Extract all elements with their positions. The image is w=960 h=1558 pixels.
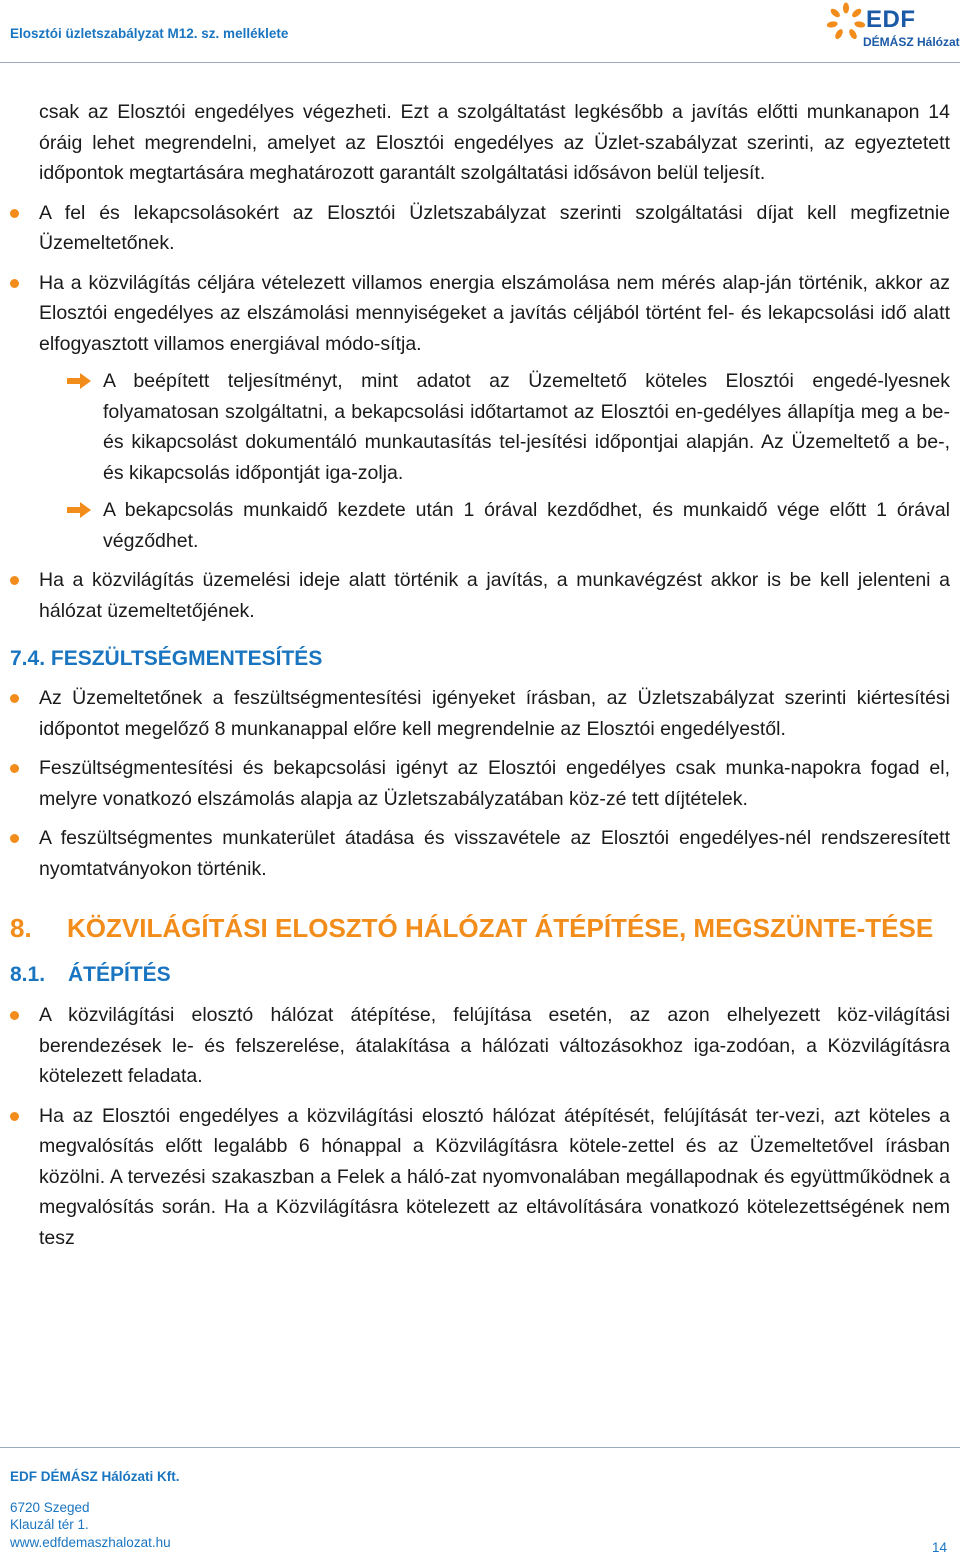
list-item [0,268,960,360]
sub-item-text: A beépített teljesítményt, mint adatot az Üzemeltető köteles Elosztói engedé-lyesnek folyamatosan szolgáltatni, a bekapcsolási időtartamot az Elosztói en-gedélyes állapítja meg a be- és kikapcsolást dokumentáló munkautasítás tel-jesítési időpontjai alapján. Az Üzemeltető a be-, és kikapcsolás időpontját iga-zolja. [103,370,950,484]
logo-subtitle: DÉMÁSZ Hálózat [863,35,960,49]
section-heading-8 [0,910,960,946]
list-item [0,565,960,626]
logo-text: EDF [866,6,916,33]
section-heading-8-1 [0,960,960,990]
section-number: 8.1. [10,963,46,986]
bullet-text: Ha az Elosztói engedélyes a közvilágítási elosztó hálózat átépítését, felújítását ter-vezi, azt köteles a megvalósítás előtt legalább 6 hónappal a Közvilágításra kötele-zettel és az Üzemeltetővel írásban közölni. A tervezési szakaszban a Felek a háló-zat nyomvonalában megállapodnak és együttműködnek a megvalósítás során. Ha a Közvilágításra kötelezett az eltávolítására vonatkozó kötelezettségének nem tesz [39,1104,950,1249]
footer-website[interactable]: www.edfdemaszhalozat.hu [10,1534,171,1550]
bullet-text: Az Üzemeltetőnek a feszültségmentesítési igényeket írásban, az Üzletszabályzat szerinti kiértesítési időpontot megelőző 8 munkanappal előre kell megrendelnie az Elosztói engedélyestől. [39,687,950,740]
arrow-right-icon [65,371,93,391]
bullet-icon [10,576,19,585]
list-item [0,1000,960,1092]
bullet-icon [10,1011,19,1020]
list-item [0,753,960,814]
section-title: ÁTÉPÍTÉS [68,963,171,986]
sub-list-item [0,495,960,556]
list-item [0,198,960,259]
section-heading-7-4: 7.4. FESZÜLTSÉGMENTESÍTÉS [10,647,323,670]
footer-street: Klauzál tér 1. [10,1517,89,1532]
list-item [0,823,960,884]
header-divider [0,62,960,63]
list-item [0,1101,960,1254]
bullet-text: A közvilágítási elosztó hálózat átépítése, felújítása esetén, az azon elhelyezett köz-világítási berendezések le- és felszerelése, átalakítása a hálózati változásokhoz iga-zodóan, a Közvilágításra kötelezett feladata. [39,1004,950,1087]
page-header [0,0,960,80]
sub-item-text: A bekapcsolás munkaidő kezdete után 1 órával kezdődhet, és munkaidő vége előtt 1 órával végződhet. [103,499,950,552]
list-item [0,683,960,744]
edf-logo [826,2,960,60]
arrow-right-icon [65,500,93,520]
bullet-icon [10,279,19,288]
bullet-icon [10,1112,19,1121]
section-number: 8. [10,913,32,943]
page-footer [10,1468,180,1551]
bullet-text: Ha a közvilágítás üzemelési ideje alatt történik a javítás, a munkavégzést akkor is be kell jelenteni a hálózat üzemeltetőjének. [39,569,950,622]
footer-company: EDF DÉMÁSZ Hálózati Kft. [10,1469,180,1484]
intro-paragraph: csak az Elosztói engedélyes végezheti. Ezt a szolgáltatást legkésőbb a javítás előtti munkanapon 14 óráig lehet megrendelni, amelyet az Elosztói engedélyes az Üzlet-szabályzat szerinti, az egyeztetett időpontok megtartására meghatározott garantált szolgáltatási idősávon belül teljesít. [39,101,950,184]
page-content [0,97,960,1253]
edf-sun-icon [826,2,866,42]
bullet-text: A feszültségmentes munkaterület átadása és visszavétele az Elosztói engedélyes-nél rendszeresített nyomtatványokon történik. [39,827,950,880]
bullet-icon [10,764,19,773]
document-title: Elosztói üzletszabályzat M12. sz. melléklete [10,26,289,41]
section-title: KÖZVILÁGÍTÁSI ELOSZTÓ HÁLÓZAT ÁTÉPÍTÉSE, MEGSZÜNTE-TÉSE [67,913,934,943]
bullet-text: Ha a közvilágítás céljára vételezett villamos energia elszámolása nem mérés alap-ján történik, akkor az Elosztói engedélyes az elszámolási mennyiségeket a javítás céljából történt fel- és lekapcsolási idő alatt elfogyasztott villamos energiával módo-sítja. [39,271,950,355]
sub-list-item [0,366,960,488]
bullet-icon [10,694,19,703]
footer-city: 6720 Szeged [10,1499,90,1515]
bullet-icon [10,834,19,843]
page-number: 14 [932,1540,948,1555]
bullet-icon [10,209,19,218]
bullet-text: A fel és lekapcsolásokért az Elosztói Üzletszabályzat szerinti szolgáltatási díjat kell megfizetnie Üzemeltetőnek. [39,201,950,254]
footer-divider [0,1447,960,1448]
bullet-text: Feszültségmentesítési és bekapcsolási igényt az Elosztói engedélyes csak munka-napokra fogad el, melyre vonatkozó elszámolás alapja az Üzletszabályzatában köz-zé tett díjtételek. [39,757,950,810]
